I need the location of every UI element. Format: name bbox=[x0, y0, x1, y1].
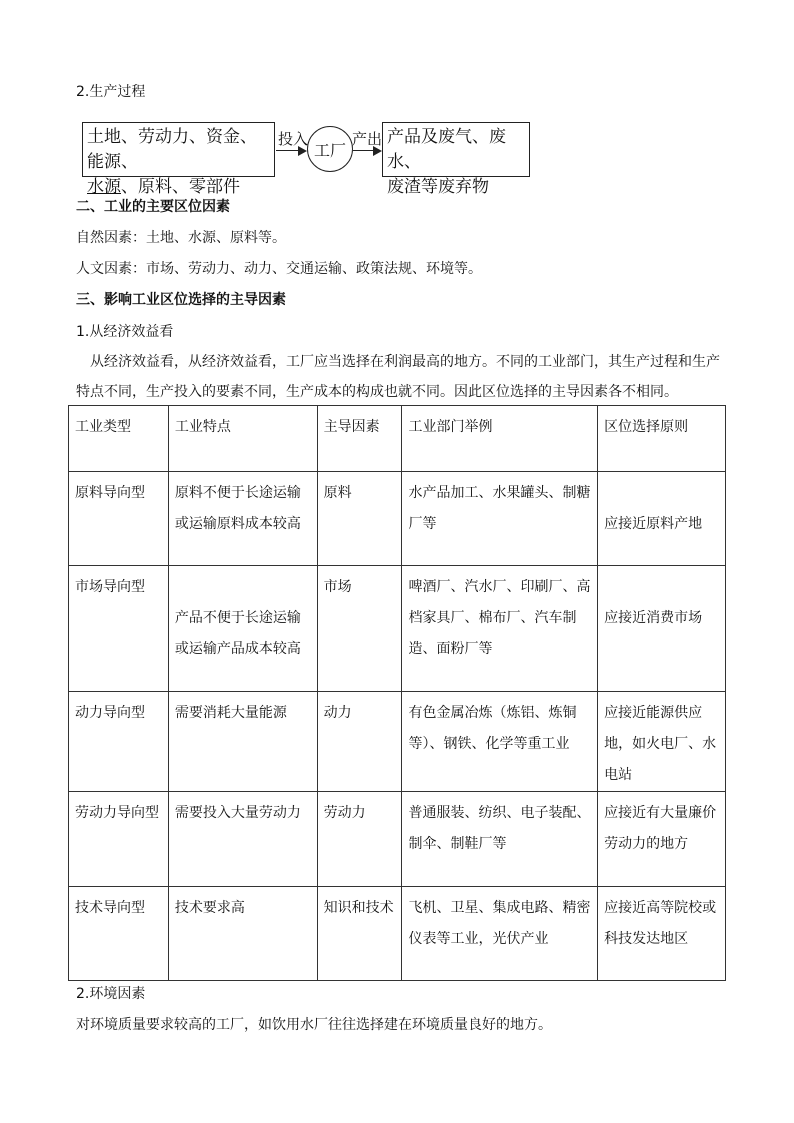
table-cell: 应接近消费市场 bbox=[598, 566, 726, 692]
arrow-out-head bbox=[373, 146, 382, 156]
table-row bbox=[69, 692, 726, 792]
table-header: 工业特点 bbox=[168, 406, 317, 472]
table-cell: 需要投入大量劳动力 bbox=[168, 792, 317, 887]
table-header: 区位选择原则 bbox=[598, 406, 726, 472]
factory-circle bbox=[307, 126, 353, 172]
table-cell: 原料不便于长途运输或运输原料成本较高 bbox=[168, 472, 317, 566]
table-cell: 动力 bbox=[317, 692, 402, 792]
heading-location-factors: 二、工业的主要区位因素 bbox=[76, 199, 230, 215]
table-cell: 原料导向型 bbox=[69, 472, 169, 566]
inputs-water: 水源 bbox=[87, 177, 121, 197]
table-row bbox=[69, 472, 726, 566]
table-cell: 应接近有大量廉价劳动力的地方 bbox=[598, 792, 726, 887]
table-cell: 普通服装、纺织、电子装配、制伞、制鞋厂等 bbox=[402, 792, 598, 887]
outputs-line1: 产品及废气、废水、 bbox=[387, 127, 506, 172]
table-cell: 有色金属冶炼（炼铝、炼铜等）、钢铁、化学等重工业 bbox=[402, 692, 598, 792]
human-factors: 人文因素：市场、劳动力、动力、交通运输、政策法规、环境等。 bbox=[76, 261, 482, 277]
table-row bbox=[69, 792, 726, 887]
economic-paragraph-line1: 从经济效益看，从经济效益看，工厂应当选择在利润最高的地方。不同的工业部门，其生产过程和生产 bbox=[90, 354, 720, 370]
table-cell: 应接近高等院校或科技发达地区 bbox=[598, 887, 726, 981]
arrow-in-head bbox=[298, 146, 307, 156]
inputs-line2-rest: 、原料、零部件 bbox=[121, 177, 240, 197]
section-production-title: 2.生产过程 bbox=[76, 84, 146, 100]
outputs-box bbox=[382, 122, 530, 197]
table-header: 工业类型 bbox=[69, 406, 169, 472]
table-cell: 水产品加工、水果罐头、制糖厂等 bbox=[402, 472, 598, 566]
inputs-line1: 土地、劳动力、资金、能源、 bbox=[87, 127, 257, 172]
table-row bbox=[69, 566, 726, 692]
inputs-box bbox=[82, 122, 275, 197]
table-cell: 原料 bbox=[317, 472, 402, 566]
economic-paragraph-line2: 特点不同，生产投入的要素不同，生产成本的构成也就不同。因此区位选择的主导因素各不相同。 bbox=[76, 384, 678, 400]
table-cell: 应接近原料产地 bbox=[598, 472, 726, 566]
table-cell: 市场导向型 bbox=[69, 566, 169, 692]
table-cell: 市场 bbox=[317, 566, 402, 692]
table-cell: 产品不便于长途运输或运输产品成本较高 bbox=[168, 566, 317, 692]
arrow-out-line bbox=[353, 150, 375, 151]
natural-factors: 自然因素：土地、水源、原料等。 bbox=[76, 230, 286, 246]
table-cell: 动力导向型 bbox=[69, 692, 169, 792]
table-cell: 飞机、卫星、集成电路、精密仪表等工业，光伏产业 bbox=[402, 887, 598, 981]
heading-dominant-factors: 三、影响工业区位选择的主导因素 bbox=[76, 292, 286, 308]
table-cell: 劳动力 bbox=[317, 792, 402, 887]
table-header: 工业部门举例 bbox=[402, 406, 598, 472]
arrow-out-label: 产出 bbox=[352, 130, 383, 148]
factory-label: 工厂 bbox=[313, 140, 346, 160]
industry-location-table bbox=[68, 405, 726, 981]
table-cell: 需要消耗大量能源 bbox=[168, 692, 317, 792]
environment-paragraph: 对环境质量要求较高的工厂，如饮用水厂往往选择建在环境质量良好的地方。 bbox=[76, 1017, 552, 1033]
table-header-row bbox=[69, 406, 726, 472]
table-cell: 劳动力导向型 bbox=[69, 792, 169, 887]
arrow-in-line bbox=[276, 150, 300, 151]
table-cell: 啤酒厂、汽水厂、印刷厂、高档家具厂、棉布厂、汽车制造、面粉厂等 bbox=[402, 566, 598, 692]
table-row bbox=[69, 887, 726, 981]
environment-subtitle: 2.环境因素 bbox=[76, 986, 146, 1002]
table-cell: 技术要求高 bbox=[168, 887, 317, 981]
table-header: 主导因素 bbox=[317, 406, 402, 472]
table-cell: 应接近能源供应地，如火电厂、水电站 bbox=[598, 692, 726, 792]
economic-subtitle: 1.从经济效益看 bbox=[76, 324, 174, 340]
table-cell: 技术导向型 bbox=[69, 887, 169, 981]
outputs-line2: 废渣等废弃物 bbox=[387, 177, 489, 197]
table-cell: 知识和技术 bbox=[317, 887, 402, 981]
arrow-in-label: 投入 bbox=[278, 130, 309, 148]
